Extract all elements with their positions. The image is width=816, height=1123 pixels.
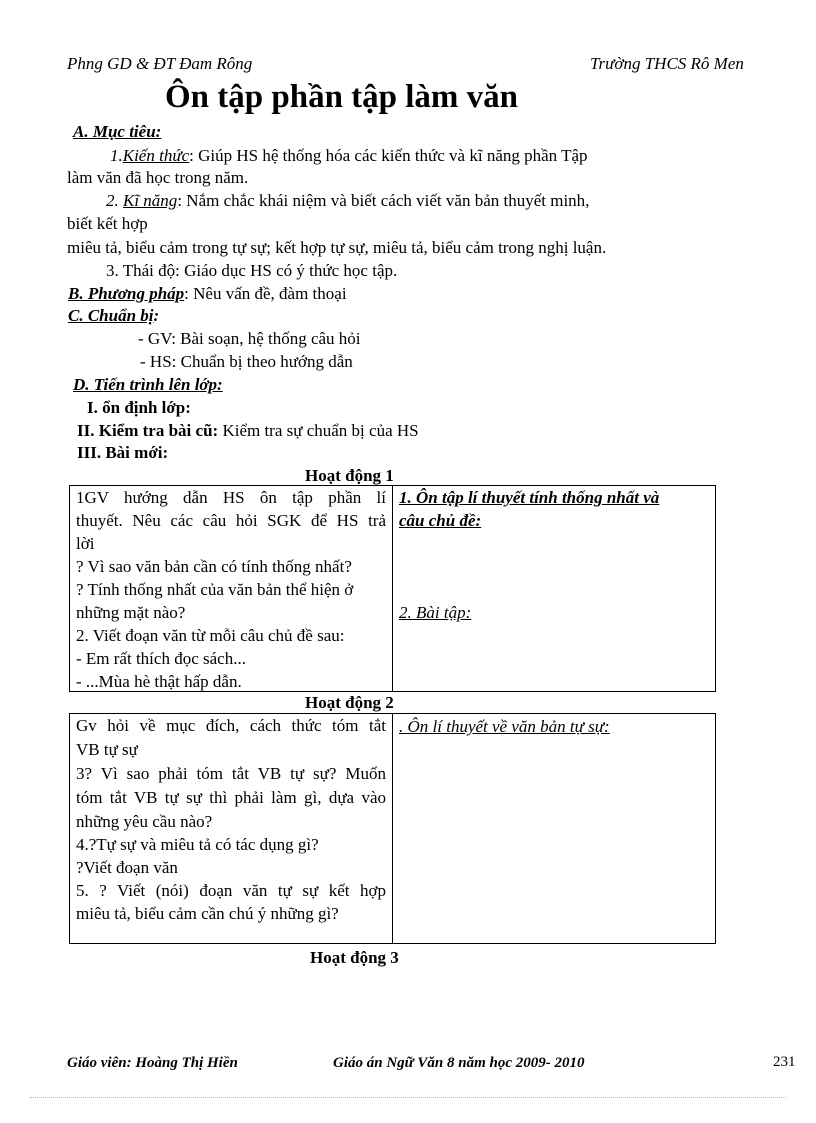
skill-text-2: biết kết hợp [67,214,148,233]
step-ii-text: Kiểm tra sự chuẩn bị của HS [218,421,419,440]
activity-2-line: 5. ? Viết (nói) đoạn văn tự sự kết hợp [76,881,386,900]
activity-1-line: những mặt nào? [76,603,186,622]
activity-2-line: những yêu cầu nào? [76,812,213,831]
activity-2-line: 4.?Tự sự và miêu tả có tác dụng gì? [76,835,319,854]
activity-1-line: - ...Mùa hè thật hấp dẫn. [76,672,242,691]
section-c [68,306,159,326]
page-title: Ôn tập phần tập làm văn [165,79,519,115]
step-ii [77,421,419,441]
page-number: 231 [773,1054,796,1070]
activity-2-line: VB tự sự [76,740,138,759]
skill-text-3: miêu tả, biểu cảm trong tự sự; kết hợp tự sự, miêu tả, biểu cảm trong nghị luận. [67,238,607,257]
step-iii: III. Bài mới: [77,443,169,462]
activity-2-left-cell [70,714,393,943]
section-b-text: : Nêu vấn đề, đàm thoại [184,284,347,303]
activity-3-title: Hoạt động 3 [310,948,399,967]
activity-2-line: 3? Vì sao phải tóm tắt VB tự sự? Muốn [76,764,386,783]
activity-1-table [69,485,716,692]
knowledge-text-2: làm văn đã học trong năm. [67,168,249,187]
activity-1-title: Hoạt động 1 [305,466,394,485]
activity-1-left-cell [70,486,393,691]
activity-1-line: ? Vì sao văn bản cần có tính thống nhất? [76,557,352,576]
prep-gv: - GV: Bài soạn, hệ thống câu hỏi [138,329,361,348]
section-c-heading: C. Chuẩn bị [68,306,154,325]
activity-1-right-heading: 1. Ôn tập lí thuyết tính thống nhất và [399,488,660,507]
section-b-heading: B. Phương pháp [68,284,185,303]
skill-num: 2. [106,191,123,210]
activity-1-line: 1GV hướng dẫn HS ôn tập phần lí [76,488,386,507]
activity-1-right-cell [393,486,715,691]
skill-text: : Nắm chắc khái niệm và biết cách viết văn bản thuyết minh, [177,191,590,210]
attitude-line: 3. Thái độ: Giáo dục HS có ý thức học tập. [106,261,398,280]
activity-1-exercise: 2. Bài tập: [399,603,472,622]
header-right: Trường THCS Rô Men [590,54,744,73]
step-ii-label: II. Kiểm tra bài cũ: [77,421,219,440]
knowledge-label: Kiến thức [122,146,190,165]
activity-1-line: 2. Viết đoạn văn từ mỗi câu chủ đề sau: [76,626,345,645]
header-left: Phng GD & ĐT Đam Rông [67,54,253,73]
section-d-heading: D. Tiến trình lên lớp: [73,375,223,394]
skill-line [106,191,589,211]
skill-label: Kĩ năng [123,191,178,210]
activity-1-right-heading-2: câu chủ đề: [399,511,482,530]
footer-plan: Giáo án Ngữ Văn 8 năm học 2009- 2010 [333,1055,585,1071]
activity-1-line: ? Tính thống nhất của văn bản thể hiện ở [76,580,354,599]
activity-2-right-heading: . Ôn lí thuyết về văn bản tự sự: [399,717,610,736]
activity-2-line: Gv hỏi về mục đích, cách thức tóm tắt [76,716,386,735]
section-a-heading: A. Mục tiêu: [73,122,162,141]
activity-2-title: Hoạt động 2 [305,693,394,712]
activity-2-table [69,713,716,944]
activity-1-line: thuyết. Nêu các câu hỏi SGK để HS trả [76,511,386,530]
activity-1-line: - Em rất thích đọc sách... [76,649,246,668]
knowledge-line [110,146,588,166]
knowledge-text: : Giúp HS hệ thống hóa các kiến thức và kĩ năng phần Tập [189,146,588,165]
knowledge-num: 1. [110,146,123,165]
prep-hs: - HS: Chuẩn bị theo hướng dẫn [140,352,353,371]
activity-1-line: lời [76,534,95,553]
section-c-colon: : [153,306,160,325]
step-i: I. ổn định lớp: [87,398,191,417]
page-divider [30,1097,786,1098]
footer-teacher: Giáo viên: Hoàng Thị Hiền [67,1055,238,1071]
activity-2-line: miêu tả, biểu cảm cần chú ý những gì? [76,904,339,923]
activity-2-line: ?Viết đoạn văn [76,858,178,877]
activity-2-right-cell [393,714,715,943]
activity-2-line: tóm tắt VB tự sự thì phải làm gì, dựa vào [76,788,386,807]
section-b [68,284,347,304]
